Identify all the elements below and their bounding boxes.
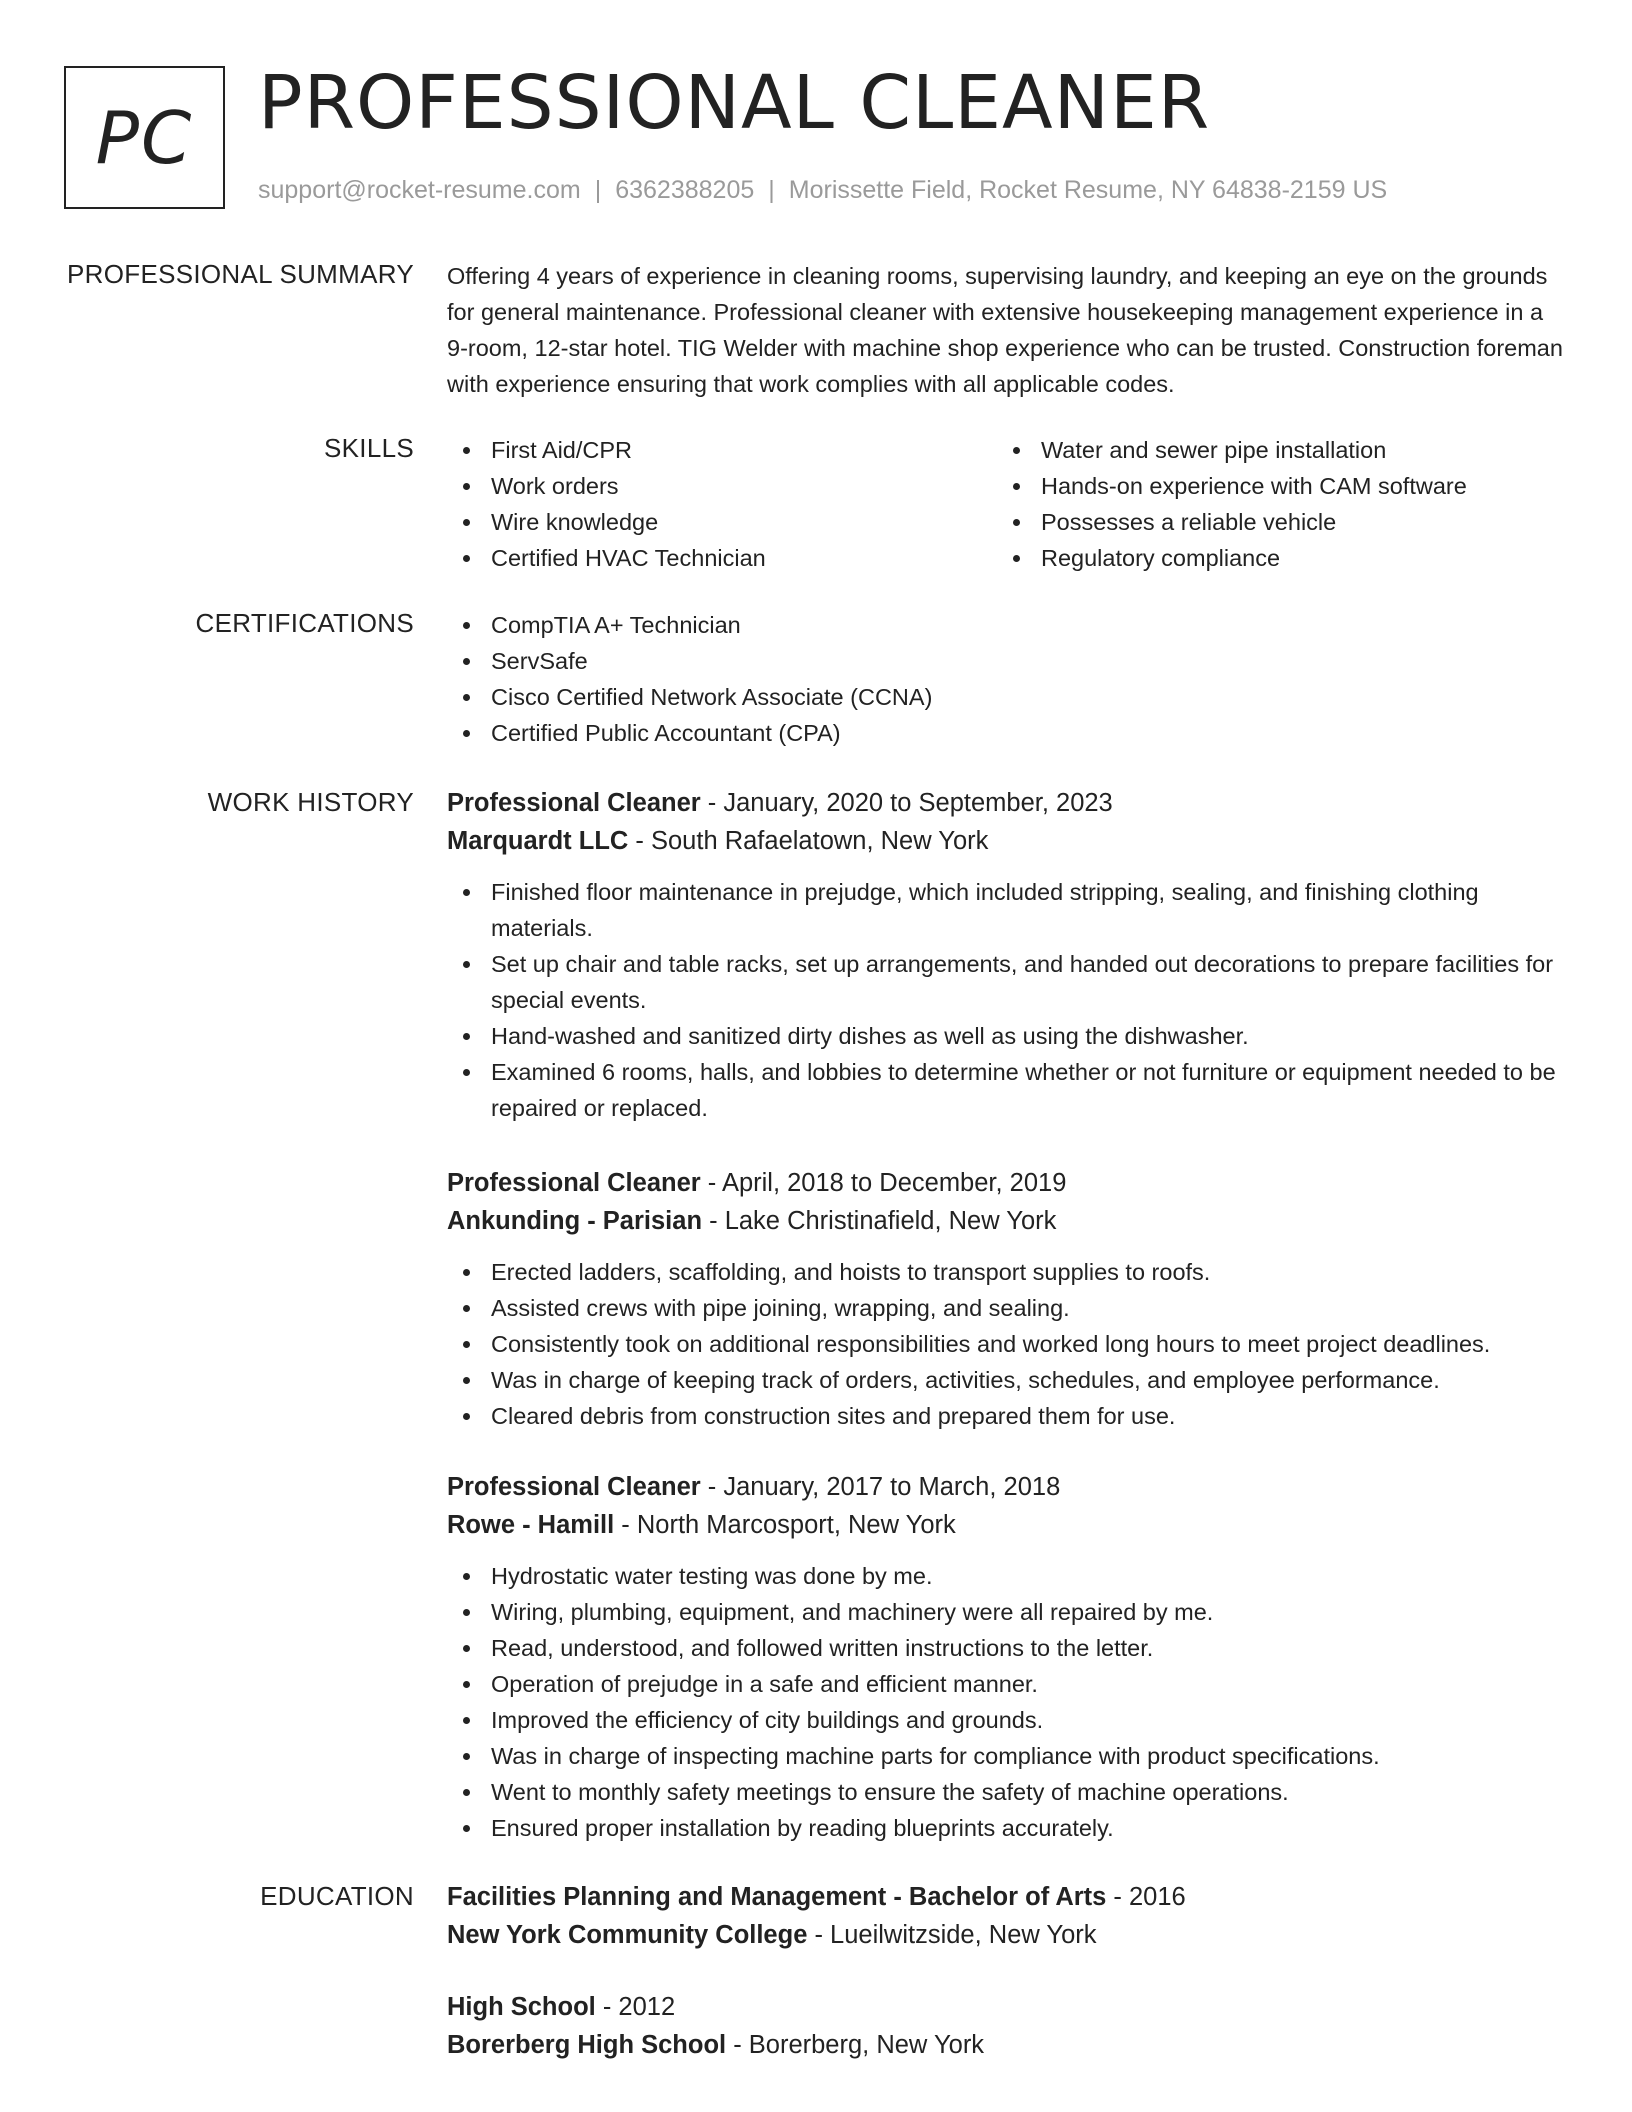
list-item: Regulatory compliance <box>997 540 1567 576</box>
section-label-summary: PROFESSIONAL SUMMARY <box>67 259 414 289</box>
job-dates: - January, 2020 to September, 2023 <box>700 789 1113 817</box>
job-title: Professional Cleaner <box>447 789 701 817</box>
education-entry <box>447 1878 1567 1954</box>
list-item: Wiring, plumbing, equipment, and machinery were all repaired by me. <box>447 1594 1567 1630</box>
job-title-line <box>447 1164 1567 1202</box>
list-item: Wire knowledge <box>447 504 997 540</box>
job-company-line <box>447 822 1567 860</box>
list-item: Was in charge of keeping track of orders, activities, schedules, and employee performance. <box>447 1362 1567 1398</box>
job-dates: - April, 2018 to December, 2019 <box>700 1169 1067 1197</box>
list-item: Assisted crews with pipe joining, wrapping, and sealing. <box>447 1290 1567 1326</box>
list-item: Certified Public Accountant (CPA) <box>447 715 1567 751</box>
monogram-logo: PC <box>64 66 225 209</box>
summary-text: Offering 4 years of experience in cleaning rooms, supervising laundry, and keeping an eye on the grounds for general maintenance. Professional cleaner with extensive housekeeping management experience in a 9-room, 12-star hotel. TIG Welder with machine shop experience who can be trusted. Construction foreman with experience ensuring that work complies with all applicable codes. <box>447 263 1563 397</box>
education-degree-line <box>447 1878 1567 1916</box>
education-year: - 2012 <box>595 1993 676 2021</box>
education-school-line <box>447 2026 1567 2064</box>
list-item: Read, understood, and followed written instructions to the letter. <box>447 1630 1567 1666</box>
job-entry <box>447 1468 1567 1846</box>
job-title-line <box>447 784 1567 822</box>
education-location: - Borerberg, New York <box>726 2031 985 2059</box>
contact-separator: | <box>594 176 602 204</box>
list-item: First Aid/CPR <box>447 432 997 468</box>
job-dates: - January, 2017 to March, 2018 <box>700 1473 1061 1501</box>
list-item: Ensured proper installation by reading blueprints accurately. <box>447 1810 1567 1846</box>
skills-list-right <box>997 432 1567 576</box>
contact-line <box>258 175 1387 205</box>
section-label-skills: SKILLS <box>324 433 414 463</box>
job-bullets <box>447 1558 1567 1846</box>
list-item: Set up chair and table racks, set up arrangements, and handed out decorations to prepare facilities for special events. <box>447 946 1567 1018</box>
list-item: Consistently took on additional responsibilities and worked long hours to meet project deadlines. <box>447 1326 1567 1362</box>
contact-email[interactable]: support@rocket-resume.com <box>258 176 581 204</box>
job-company-line <box>447 1202 1567 1240</box>
job-company: Ankunding - Parisian <box>447 1207 703 1235</box>
job-title: Professional Cleaner <box>447 1473 701 1501</box>
job-company: Marquardt LLC <box>447 827 629 855</box>
education-school: Borerberg High School <box>447 2031 727 2059</box>
list-item: Hand-washed and sanitized dirty dishes as well as using the dishwasher. <box>447 1018 1567 1054</box>
skills-list-left <box>447 432 997 576</box>
list-item: Examined 6 rooms, halls, and lobbies to determine whether or not furniture or equipment needed to be repaired or replaced. <box>447 1054 1567 1126</box>
list-item: ServSafe <box>447 643 1567 679</box>
education-entry <box>447 1988 1567 2064</box>
job-bullets <box>447 1254 1567 1434</box>
education-degree: Facilities Planning and Management - Bachelor of Arts <box>447 1883 1107 1911</box>
list-item: Finished floor maintenance in prejudge, which included stripping, sealing, and finishing clothing materials. <box>447 874 1567 946</box>
list-item: CompTIA A+ Technician <box>447 607 1567 643</box>
education-school-line <box>447 1916 1567 1954</box>
contact-separator: | <box>768 176 775 204</box>
list-item: Hydrostatic water testing was done by me. <box>447 1558 1567 1594</box>
certifications-list <box>447 607 1567 751</box>
list-item: Work orders <box>447 468 997 504</box>
list-item: Hands-on experience with CAM software <box>997 468 1567 504</box>
job-entry <box>447 1164 1567 1434</box>
education-degree-line <box>447 1988 1567 2026</box>
contact-phone[interactable]: 6362388205 <box>615 176 755 204</box>
section-label-certifications: CERTIFICATIONS <box>195 608 414 638</box>
job-location: - North Marcosport, New York <box>614 1511 956 1539</box>
education-location: - Lueilwitzside, New York <box>807 1921 1097 1949</box>
job-title-line <box>447 1468 1567 1506</box>
job-title: Professional Cleaner <box>447 1169 701 1197</box>
candidate-name: PROFESSIONAL CLEANER <box>258 60 1211 146</box>
education-degree: High School <box>447 1993 596 2021</box>
list-item: Certified HVAC Technician <box>447 540 997 576</box>
section-label-education: EDUCATION <box>260 1881 414 1911</box>
section-label-work-history: WORK HISTORY <box>207 787 414 817</box>
list-item: Cleared debris from construction sites and prepared them for use. <box>447 1398 1567 1434</box>
contact-address: Morissette Field, Rocket Resume, NY 64838-2159 US <box>788 176 1388 204</box>
job-company-line <box>447 1506 1567 1544</box>
list-item: Went to monthly safety meetings to ensure the safety of machine operations. <box>447 1774 1567 1810</box>
list-item: Cisco Certified Network Associate (CCNA) <box>447 679 1567 715</box>
list-item: Water and sewer pipe installation <box>997 432 1567 468</box>
education-year: - 2016 <box>1106 1883 1186 1911</box>
job-company: Rowe - Hamill <box>447 1511 615 1539</box>
job-location: - South Rafaelatown, New York <box>628 827 989 855</box>
list-item: Improved the efficiency of city buildings and grounds. <box>447 1702 1567 1738</box>
list-item: Operation of prejudge in a safe and efficient manner. <box>447 1666 1567 1702</box>
job-location: - Lake Christinafield, New York <box>702 1207 1057 1235</box>
job-bullets <box>447 874 1567 1126</box>
list-item: Was in charge of inspecting machine parts for compliance with product specifications. <box>447 1738 1567 1774</box>
list-item: Possesses a reliable vehicle <box>997 504 1567 540</box>
list-item: Erected ladders, scaffolding, and hoists to transport supplies to roofs. <box>447 1254 1567 1290</box>
education-school: New York Community College <box>447 1921 808 1949</box>
job-entry <box>447 784 1567 1126</box>
